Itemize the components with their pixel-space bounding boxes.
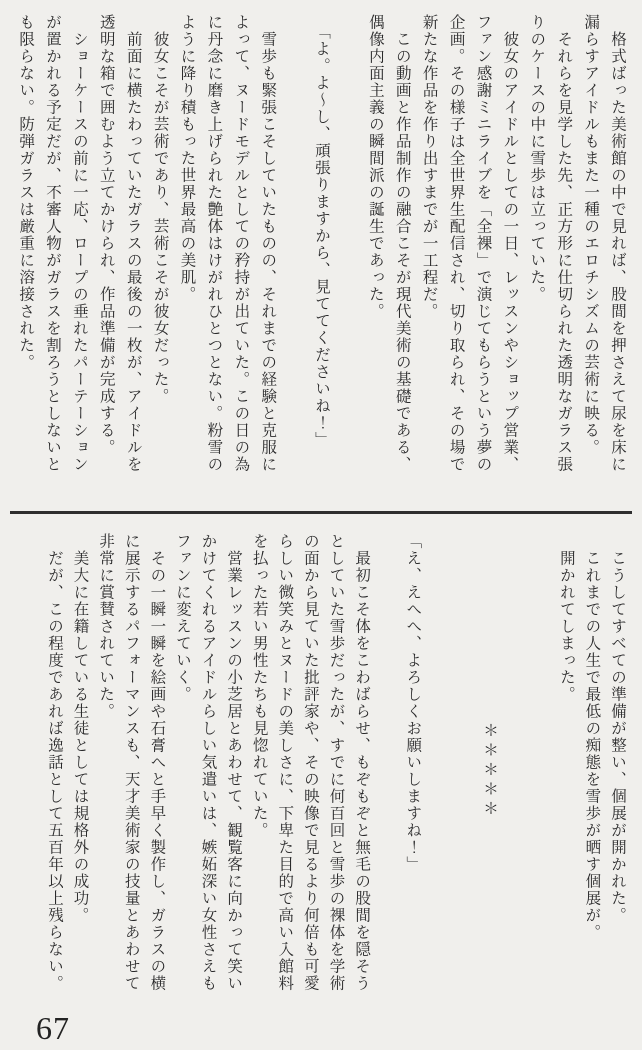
vertical-text-line: りのケースの中に雪歩は立っていた。 xyxy=(528,14,546,303)
vertical-text-line: この動画と作品制作の融合こそが現代美術の基礎である、 xyxy=(393,14,411,473)
vertical-text-line: ショーケースの前に一応、ロープの垂れたパーテーション xyxy=(70,14,88,473)
vertical-text-line: その一瞬一瞬を絵画や石膏へと手早く製作し、ガラスの横 xyxy=(148,533,166,992)
vertical-text-line: ように降り積もった世界最高の美肌。 xyxy=(178,14,196,303)
vertical-text-line: 最初こそ体をこわばらせ、もぞもぞと無毛の股間を隠そう xyxy=(353,533,371,992)
blank-line xyxy=(334,14,361,492)
tier-divider-rule xyxy=(10,511,632,514)
vertical-text-line: 偶像内面主義の瞬間派の誕生であった。 xyxy=(366,14,384,320)
page-number: 67 xyxy=(36,1010,70,1046)
vertical-text-line: 彼女のアイドルとしての一日、レッスンやショップ営業、 xyxy=(501,14,519,473)
vertical-text-line: 開かれてしまった。 xyxy=(557,533,575,703)
vertical-text-line: ファン感謝ミニライブを「全裸」で演じてもらうという夢の xyxy=(474,14,492,473)
vertical-text-line: よって、ヌードモデルとしての矜持が出ていた。この日の為 xyxy=(232,14,250,473)
blank-line xyxy=(374,533,400,1008)
vertical-text-line: 企画。その様子は全世界生配信され、切り取られ、その場で xyxy=(447,14,465,473)
vertical-text-line: 雪歩も緊張こそしていたものの、それまでの経験と克服に xyxy=(259,14,277,473)
blank-line xyxy=(280,14,307,492)
vertical-text-line: これまでの人生で最低の痴態を雪歩が晒す個展が。 xyxy=(583,533,601,941)
blank-line xyxy=(451,533,477,1008)
vertical-text-line: 彼女こそが芸術であり、芸術こそが彼女だった。 xyxy=(151,14,169,405)
vertical-text-line: に展示するパフォーマンスも、天才美術家の技量とあわせて xyxy=(122,533,140,992)
vertical-text-line: の面から見ていた批評家や、その映像で見るより何倍も可愛 xyxy=(301,533,319,992)
vertical-text-line: らしい微笑みとヌードの美しさに、下卑た目的で高い入館料 xyxy=(276,533,294,992)
vertical-text-line: 非常に賞賛されていた。 xyxy=(97,533,115,720)
vertical-text-line: としていた雪歩だったが、すでに何百回と雪歩の裸体を学術 xyxy=(327,533,345,992)
vertical-text-line: だが、この程度であれば逸話として五百年以上残らない。 xyxy=(45,533,63,992)
vertical-text-line: も限らない。防弾ガラスは厳重に溶接された。 xyxy=(17,14,35,371)
upper-text-block xyxy=(11,14,630,492)
vertical-text-line: 前面に横たわっていたガラスの最後の一枚が、アイドルを xyxy=(124,14,142,473)
vertical-text-line: が置かれる予定だが、不審人物がガラスを割ろうとしないと xyxy=(43,14,61,473)
section-break-asterisks: ＊＊＊＊＊ xyxy=(481,721,499,820)
vertical-text-line: を払った若い男性たちも見惚れていた。 xyxy=(250,533,268,839)
vertical-text-line: こうしてすべての準備が整い、個展が開かれた。 xyxy=(609,533,626,924)
vertical-text-line: ファンに変えていく。 xyxy=(173,533,191,703)
vertical-text-line: 「え、えへへ、よろしくお願いしますね！」 xyxy=(404,533,422,873)
lower-text-block xyxy=(41,533,630,1008)
vertical-text-line: 漏らすアイドルもまた一種のエロチシズムの芸術に映る。 xyxy=(582,14,600,456)
vertical-text-line: 新たな作品を作り出すまでが一工程だ。 xyxy=(420,14,438,320)
blank-line xyxy=(528,533,554,1008)
vertical-text-line: それらを見学した先、正方形に仕切られた透明なガラス張 xyxy=(555,14,573,473)
vertical-text-line: 営業レッスンの小芝居とあわせて、観覧客に向かって笑い xyxy=(225,533,243,992)
vertical-text-line: かけてくれるアイドルらしい気遣いは、嫉妬深い女性さえも xyxy=(199,533,217,992)
vertical-text-line: 美大に在籍している生徒としては規格外の成功。 xyxy=(71,533,89,924)
vertical-text-line: 格式ばった美術館の中で見れば、股間を押さえて尿を床に xyxy=(609,14,626,473)
vertical-text-line: 「よ。よ〜し、頑張りますから、見ててくださいね！」 xyxy=(313,14,331,449)
blank-line xyxy=(425,533,451,1008)
vertical-text-line: 透明な箱で囲むよう立てかけられ、作品準備が完成する。 xyxy=(97,14,115,456)
blank-line xyxy=(502,533,528,1008)
vertical-text-line: に丹念に磨き上げられた艶体はけがれひとつとない。粉雪の xyxy=(205,14,223,473)
